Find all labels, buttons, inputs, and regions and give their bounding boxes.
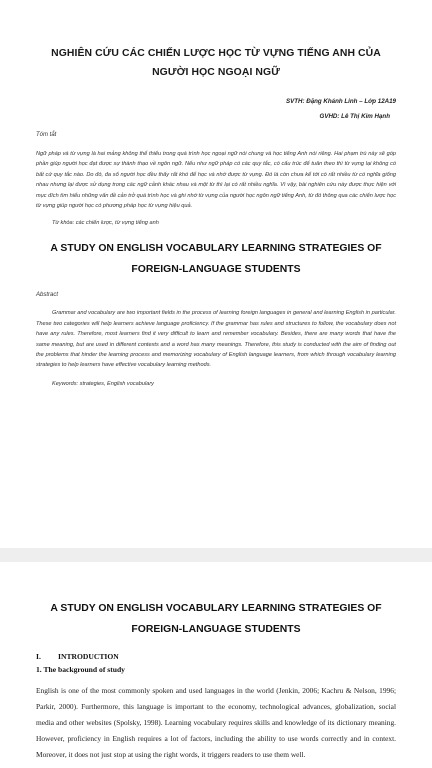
english-title-line-1: A STUDY ON ENGLISH VOCABULARY LEARNING STRATEGIES OF — [50, 243, 382, 255]
section-number: I. — [36, 652, 41, 661]
vietnamese-title-line-1: NGHIÊN CỨU CÁC CHIẾN LƯỢC HỌC TỪ VỰNG TIẾNG ANH CỦA — [51, 48, 381, 59]
section-title: INTRODUCTION — [58, 652, 119, 661]
abstract-heading: Abstract — [36, 292, 59, 299]
vietnamese-title — [36, 44, 396, 82]
author-line: SVTH: Đặng Khánh Linh – Lớp 12A19 — [285, 98, 396, 105]
introduction-paragraph: English is one of the most commonly spoken and used languages in the world (Jenkin, 2006; Kachru & Nelson, 1996; Parkir, 2000). Furthermore, this language is important to the economy, technological advances, globalization, social media and other websites (Spolsky, 1998). Learning vocabulary requires skills and knowledge of its dictionary meaning. However, proficiency in English requires a lot of factors, including the ability to use words correctly and in context. Moreover, it does not just stop at using the right words, it triggers readers to use them well. — [36, 686, 396, 759]
document-page-2 — [0, 562, 432, 768]
summary-heading: Tóm tắt — [36, 132, 57, 138]
page-2-title — [36, 598, 396, 640]
english-title — [36, 238, 396, 280]
section-heading-introduction — [36, 652, 396, 661]
page-2-title-line-1: A STUDY ON ENGLISH VOCABULARY LEARNING STRATEGIES OF — [50, 603, 382, 614]
abstract-paragraph: Grammar and vocabulary are two important fields in the process of learning foreign languages in general and learning English in particular. These two categories will help learners achieve language proficiency. If the grammar has rules and structures to follow, the vocabulary does not have any rules. Therefore, most learners find it very difficult to learn and remember vocabulary. Besides, there are many words that have the same meaning, but are used in different contexts and a word has many meanings. Therefore, this study is conducted with the aim of finding out the problems that hinder the learning process and memorizing vocabulary of English language learners, from which through vocabulary learning strategies to help learners have effective vocabulary learning methods. — [36, 310, 396, 369]
vietnamese-keywords: Từ khóa: các chiến lược, từ vựng tiếng anh — [52, 220, 159, 227]
summary-paragraph: Ngữ pháp và từ vựng là hai mảng không thể thiếu trong quá trình học ngoại ngữ nói chung và học tiếng Anh nói riêng. Hai phạm trù này sẽ góp phần giúp người học đạt được sự thành thạo về ngôn ngữ. Nếu như ngữ pháp có các quy tắc, có cấu trúc để tuân theo thì từ vựng lại không có bất cứ quy tắc nào. Do đó, đa số người học đều thấy rất khó để học và nhớ được từ vựng. Đó là còn chưa kể tới có rất nhiều từ có nghĩa giống nhau nhưng lại được sử dụng trong các ngữ cảnh khác nhau và một từ thì lại có rất nhiều nghĩa. Vì vậy, bài nghiên cứu này được thực hiện với mục đích tìm hiểu những vấn đề cản trở quá trình học và ghi nhớ từ vựng của người học ngôn ngữ tiếng Anh, từ đó thông qua các chiến lược học từ vựng giúp người học có phương pháp học từ vựng hiệu quả. — [36, 151, 396, 210]
english-title-line-2: FOREIGN-LANGUAGE STUDENTS — [131, 264, 301, 276]
english-keywords: Keywords: strategies, English vocabulary — [52, 380, 154, 387]
page-2-title-line-2: FOREIGN-LANGUAGE STUDENTS — [131, 624, 301, 635]
subsection-heading-background: 1. The background of study — [36, 665, 125, 674]
advisor-line: GVHD: Lê Thị Kim Hạnh — [319, 113, 390, 120]
vietnamese-title-line-2: NGƯỜI HỌC NGOẠI NGỮ — [152, 67, 280, 78]
